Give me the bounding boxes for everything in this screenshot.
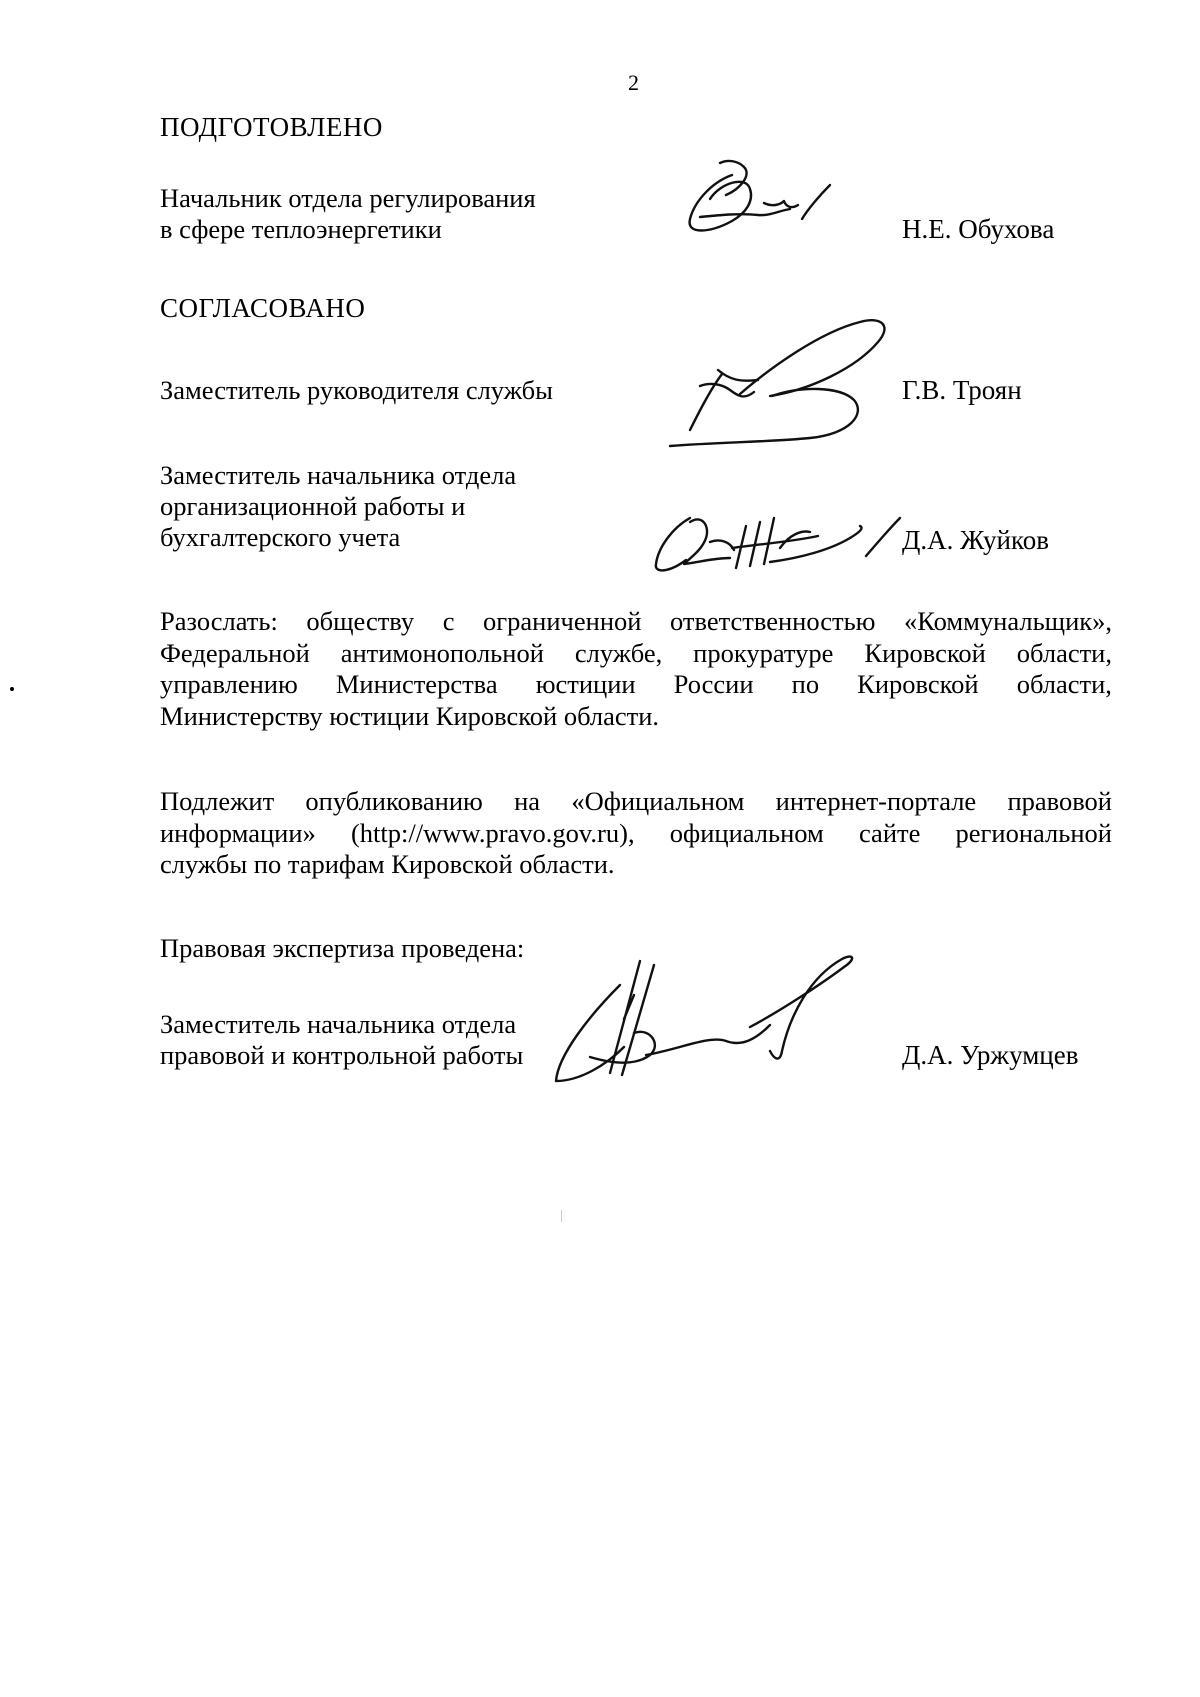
legal-review-signer-position [160, 1009, 523, 1071]
legal-review-heading: Правовая экспертиза проведена: [160, 933, 525, 963]
position-line: организационной работы и [160, 491, 466, 521]
distribution-paragraph [160, 606, 1112, 732]
signature-zhuykov [650, 508, 900, 578]
word: России [673, 669, 754, 699]
margin-dot [10, 687, 14, 691]
publication-line [160, 818, 1112, 850]
agreed-signer-1-position [160, 375, 553, 406]
position-line: правовой и контрольной работы [160, 1040, 524, 1070]
prepared-signer-name: Н.Е. Обухова [902, 214, 1055, 244]
distribution-line [160, 606, 1112, 638]
word: ответственностью [670, 606, 876, 636]
word: прокуратуре [693, 637, 834, 668]
distribution-line: Министерству юстиции Кировской области. [160, 700, 660, 731]
prepared-signer-position [160, 183, 536, 245]
agreed-signer-1-name: Г.В. Троян [902, 375, 1022, 405]
position-line: бухгалтерского учета [160, 522, 401, 552]
publication-line: службы по тарифам Кировской области. [160, 849, 615, 879]
word: Кировской [864, 637, 986, 668]
word: ограниченной [483, 606, 642, 636]
signature-urzhumtsev [550, 955, 870, 1090]
signature-troyan [660, 310, 900, 460]
legal-review-signer-name: Д.А. Уржумцев [902, 1040, 1079, 1070]
word: службе, [574, 637, 663, 668]
word: по [791, 669, 820, 699]
word: опубликованию [305, 786, 483, 816]
word: интернет-портале [775, 786, 977, 816]
word: области, [1016, 637, 1112, 668]
agreed-heading: СОГЛАСОВАНО [160, 293, 366, 323]
publication-line [160, 786, 1112, 818]
word: Разослать: [160, 606, 278, 636]
scan-speck [561, 1210, 562, 1222]
page-number: 2 [628, 70, 639, 95]
word: Кировской [857, 669, 979, 699]
word: «Официальном [571, 786, 745, 816]
distribution-line [160, 669, 1112, 701]
word: официальном [669, 817, 824, 848]
agreed-signer-2-name: Д.А. Жуйков [902, 525, 1049, 555]
position-line: в сфере теплоэнергетики [160, 214, 442, 244]
word: сайте [858, 817, 921, 848]
word: Федеральной [160, 637, 310, 668]
position-line: Заместитель руководителя службы [160, 375, 553, 405]
word: Министерства [335, 669, 498, 699]
word: области, [1016, 669, 1112, 699]
agreed-signer-2-position [160, 460, 516, 553]
position-line: Заместитель начальника отдела [160, 1009, 517, 1039]
position-line: Заместитель начальника отдела [160, 460, 517, 490]
word: региональной [955, 817, 1112, 848]
word: обществу [306, 606, 415, 636]
word: на [514, 786, 541, 816]
publication-paragraph [160, 786, 1112, 881]
word: «Коммунальщик», [904, 606, 1112, 636]
signature-obukhova [680, 155, 850, 245]
word: юстиции [535, 669, 636, 699]
prepared-heading: ПОДГОТОВЛЕНО [160, 112, 383, 142]
position-line: Начальник отдела регулирования [160, 183, 536, 213]
word: с [442, 606, 455, 636]
word: информации» [160, 817, 316, 848]
word: (http://www.pravo.gov.ru), [350, 817, 635, 848]
distribution-line [160, 638, 1112, 670]
word: Подлежит [160, 786, 275, 816]
word: управлению [160, 669, 298, 699]
word: антимонопольной [340, 637, 544, 668]
word: правовой [1007, 786, 1112, 816]
